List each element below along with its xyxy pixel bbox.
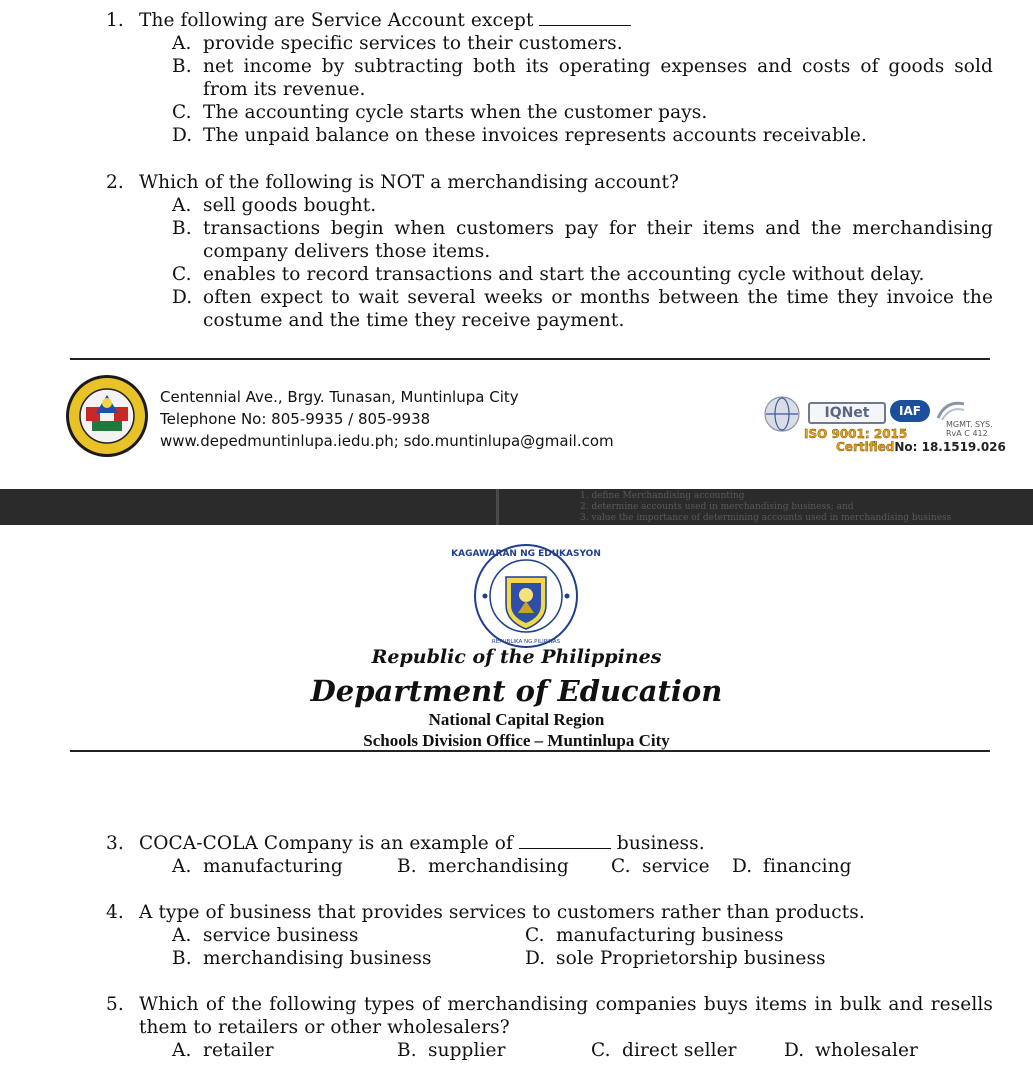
question-stem <box>139 9 631 32</box>
option[interactable] <box>172 1039 397 1062</box>
option-letter: B. <box>397 856 417 877</box>
option[interactable] <box>397 855 611 878</box>
option-text: merchandising <box>428 856 569 877</box>
rva-label: RvA C 412 <box>946 429 988 438</box>
option-letter: C. <box>172 264 192 285</box>
option-text: retailer <box>203 1040 274 1061</box>
option-letter: C. <box>172 102 192 123</box>
seal-ring-text: KAGAWARAN NG EDUKASYON <box>451 549 601 559</box>
question-number: 2. <box>106 172 124 193</box>
option[interactable] <box>525 924 784 947</box>
question-number: 5. <box>106 994 124 1015</box>
question-stem-text: COCA-COLA Company is an example of <box>139 833 513 854</box>
option[interactable] <box>732 855 852 878</box>
footer-divider <box>70 358 990 360</box>
footer-address: Centennial Ave., Brgy. Tunasan, Muntinlupa City <box>160 388 519 406</box>
bleed-line: 3. value the importance of determining accounts used in merchandising business <box>580 513 952 523</box>
option-text: provide specific services to their customers. <box>203 33 623 54</box>
option[interactable] <box>106 101 993 124</box>
question-number: 4. <box>106 902 124 923</box>
option[interactable] <box>106 124 993 147</box>
option-text: sole Proprietorship business <box>556 948 826 969</box>
question-2 <box>106 171 993 332</box>
question-number: 1. <box>106 10 124 31</box>
option-text: manufacturing <box>203 856 343 877</box>
footer-telephone: Telephone No: 805-9935 / 805-9938 <box>160 410 431 428</box>
option-letter: C. <box>591 1040 611 1061</box>
seal-bottom-text: REPUBLIKA NG PILIPINAS <box>491 639 561 645</box>
option-letter: B. <box>397 1040 417 1061</box>
iso-label: ISO 9001: 2015 <box>804 427 908 441</box>
option-text: sell goods bought. <box>203 195 377 216</box>
footer-web-email[interactable]: www.depedmuntinlupa.iedu.ph; sdo.muntinlupa@gmail.com <box>160 432 614 450</box>
option-letter: A. <box>172 1040 192 1061</box>
option-text: The accounting cycle starts when the customer pays. <box>203 102 708 123</box>
question-number: 3. <box>106 833 124 854</box>
option[interactable] <box>106 194 993 217</box>
question-stem-text: business. <box>616 833 705 854</box>
option-text: supplier <box>428 1040 506 1061</box>
option[interactable] <box>397 1039 591 1062</box>
bleed-line: 2. determine accounts used in merchandising business; and <box>580 502 854 512</box>
option-letter: D. <box>525 948 546 969</box>
question-stem: Which of the following is NOT a merchandising account? <box>139 172 680 193</box>
option-text: direct seller <box>622 1040 737 1061</box>
option-letter: C. <box>611 856 631 877</box>
question-stem-text: The following are Service Account except <box>139 10 534 31</box>
option-text: enables to record transactions and start the accounting cycle without delay. <box>203 264 925 285</box>
department-heading: Department of Education <box>310 674 723 708</box>
option-text: wholesaler <box>815 1040 918 1061</box>
certified-label: Certified <box>836 440 895 454</box>
band-divider <box>496 489 499 525</box>
option[interactable] <box>106 32 993 55</box>
division-seal-icon <box>64 373 150 459</box>
option-text: often expect to wait several weeks or months between the time they invoice the costume and the time they receive payment. <box>203 287 993 331</box>
republic-heading: Republic of the Philippines <box>371 646 662 668</box>
option-letter: D. <box>172 125 193 146</box>
iaf-logo: IAF <box>890 400 930 422</box>
bleed-line: 1. define Merchandising accounting <box>580 491 745 501</box>
option-letter: D. <box>172 287 193 308</box>
certificate-number: No: 18.1519.026 <box>894 440 1006 454</box>
option[interactable] <box>172 924 525 947</box>
answer-blank[interactable] <box>519 834 611 849</box>
option-text: manufacturing business <box>556 925 784 946</box>
certification-globe-icon <box>764 396 800 432</box>
option-letter: A. <box>172 195 192 216</box>
option-text: service <box>642 856 710 877</box>
option[interactable] <box>525 947 826 970</box>
option[interactable] <box>784 1039 918 1062</box>
answer-blank[interactable] <box>539 11 631 26</box>
bleed-through-text <box>580 491 951 524</box>
option-text: merchandising business <box>203 948 432 969</box>
question-5 <box>106 993 993 1062</box>
option-letter: D. <box>732 856 753 877</box>
option-letter: B. <box>172 218 192 239</box>
question-3 <box>106 832 993 878</box>
option[interactable] <box>611 855 732 878</box>
option[interactable] <box>172 947 525 970</box>
header-divider <box>70 750 990 752</box>
question-stem <box>139 832 705 855</box>
question-4 <box>106 901 993 970</box>
option-letter: D. <box>784 1040 805 1061</box>
option[interactable] <box>106 217 993 263</box>
question-stem: A type of business that provides services to customers rather than products. <box>139 902 865 923</box>
option-letter: A. <box>172 856 192 877</box>
question-stem: Which of the following types of merchandising companies buys items in bulk and resells them to retailers or other wholesalers? <box>139 994 993 1038</box>
option-text: The unpaid balance on these invoices represents accounts receivable. <box>203 125 867 146</box>
iqnet-logo: IQNet <box>808 402 886 424</box>
option[interactable] <box>172 855 397 878</box>
option-letter: B. <box>172 56 192 77</box>
question-1 <box>106 9 993 147</box>
option-letter: B. <box>172 948 192 969</box>
option-text: net income by subtracting both its operating expenses and costs of goods sold from its revenue. <box>203 56 993 100</box>
option[interactable] <box>106 263 993 286</box>
option[interactable] <box>106 286 993 332</box>
option-letter: A. <box>172 33 192 54</box>
rva-logo-icon <box>936 398 966 422</box>
option-letter: A. <box>172 925 192 946</box>
mgmt-sys-label: MGMT. SYS. <box>946 420 993 429</box>
option-text: transactions begin when customers pay for their items and the merchandising company delivers those items. <box>203 218 993 262</box>
option-letter: C. <box>525 925 545 946</box>
deped-seal-icon <box>451 543 601 649</box>
option-text: service business <box>203 925 359 946</box>
option-text: financing <box>763 856 852 877</box>
option[interactable] <box>106 55 993 101</box>
option[interactable] <box>591 1039 784 1062</box>
division-heading: Schools Division Office – Muntinlupa City <box>363 731 670 750</box>
region-heading: National Capital Region <box>428 710 605 729</box>
